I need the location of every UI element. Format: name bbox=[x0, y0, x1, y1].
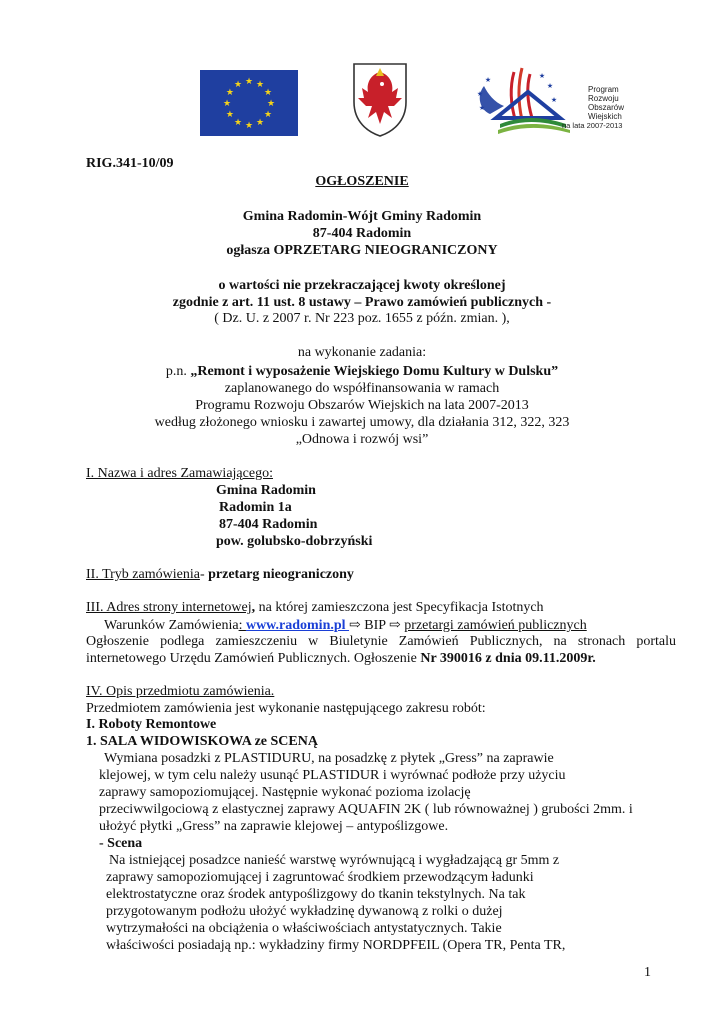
task-pn: p.n. bbox=[165, 364, 191, 379]
arrow-icon: ⇨ bbox=[349, 618, 365, 633]
star-icon: ★ bbox=[233, 118, 243, 129]
star-icon: ★ bbox=[255, 79, 265, 90]
star-icon: ★ bbox=[233, 79, 243, 90]
svg-text:★: ★ bbox=[476, 90, 484, 98]
section-3-text: Warunków Zamówienia bbox=[104, 618, 239, 633]
section-3-line bbox=[86, 600, 544, 616]
document-title: OGŁOSZENIE bbox=[315, 174, 409, 189]
logo-text-line: Program bbox=[588, 85, 619, 94]
section-3-line bbox=[104, 617, 587, 634]
star-icon: ★ bbox=[264, 110, 273, 120]
paragraph-line: Na istniejącej posadzce nanieść warstwę wyrównującą i wygładzającą gr 5mm z bbox=[109, 853, 560, 868]
section-4-heading: IV. Opis przedmiotu zamówienia. bbox=[86, 684, 275, 699]
paragraph-line: ułożyć płytki „Gress” na zaprawie klejowej – antypoślizgowe. bbox=[99, 819, 449, 834]
section-3-text: na której zamieszczona jest Specyfikacja Istotnych bbox=[255, 600, 544, 615]
svg-text:★: ★ bbox=[484, 76, 492, 84]
section-1-heading: I. Nazwa i adres Zamawiającego: bbox=[86, 466, 273, 481]
star-icon: ★ bbox=[225, 110, 234, 120]
paragraph-line: Wymiana posadzki z PLASTIDURU, na posadzkę z płytek „Gress” na zaprawie bbox=[104, 751, 554, 766]
task-name: „Remont i wyposażenie Wiejskiego Domu Kultury w Dulsku” bbox=[190, 364, 559, 379]
paragraph-line: zaprawy samopoziomującej i zagruntować środkiem przewodzącym ładunki bbox=[106, 870, 534, 885]
section-2-dash: - bbox=[199, 567, 209, 582]
section-3-text: Ogłoszenie podlega zamieszczeniu w Biuletynie Zamówień Publicznych, na stronach portalu bbox=[86, 634, 676, 649]
value-line: ( Dz. U. z 2007 r. Nr 223 poz. 1655 z późn. zmian. ), bbox=[214, 311, 510, 326]
coat-of-arms-logo bbox=[352, 62, 408, 138]
paragraph-line: przygotowanym podłożu ułożyć wykładzinę dywanową z rolki o dużej bbox=[106, 904, 503, 919]
org-line: Gmina Radomin-Wójt Gminy Radomin bbox=[242, 209, 482, 224]
star-icon: ★ bbox=[244, 121, 254, 131]
section-3-line bbox=[86, 651, 596, 667]
bip-label: BIP bbox=[364, 618, 386, 633]
logo-text-line: Wiejskich bbox=[588, 112, 622, 121]
section-3-heading: III. Adres strony internetowej bbox=[86, 600, 252, 615]
star-icon: ★ bbox=[266, 99, 276, 109]
address-line: Radomin 1a bbox=[219, 500, 292, 515]
section-4-intro: Przedmiotem zamówienia jest wykonanie następującego zakresu robót: bbox=[86, 701, 486, 716]
org-line: 87-404 Radomin bbox=[312, 226, 412, 241]
page-number: 1 bbox=[644, 965, 651, 980]
paragraph-line: elektrostatyczne oraz środek antypoślizgowy do tkanin tekstylnych. Na tak bbox=[106, 887, 526, 902]
star-icon: ★ bbox=[222, 99, 232, 109]
task-line: „Odnowa i rozwój wsi” bbox=[295, 432, 429, 447]
logo-text-line: na lata 2007-2013 bbox=[562, 121, 623, 130]
section-2-line bbox=[86, 567, 354, 583]
section-3-comma: , bbox=[251, 600, 256, 615]
svg-text:★: ★ bbox=[478, 104, 486, 112]
paragraph-line: właściwości posiadają np.: wykładziny firmy NORDPFEIL (Opera TR, Penta TR, bbox=[106, 938, 566, 953]
website-link[interactable]: www.radomin.pl bbox=[245, 618, 350, 633]
star-icon: ★ bbox=[244, 77, 254, 87]
svg-text:★: ★ bbox=[546, 82, 554, 90]
paragraph-line: wytrzymałości na obciążenia o właściwościach antystatycznych. Takie bbox=[106, 921, 502, 936]
svg-text:★: ★ bbox=[538, 72, 546, 80]
star-icon: ★ bbox=[264, 88, 273, 98]
value-line: o wartości nie przekraczającej kwoty określonej bbox=[218, 278, 506, 293]
subsection-heading: I. Roboty Remontowe bbox=[86, 717, 217, 732]
star-icon: ★ bbox=[225, 88, 234, 98]
subsection-heading: 1. SALA WIDOWISKOWA ze SCENĄ bbox=[86, 734, 318, 749]
task-line: według złożonego wniosku i zawartej umowy, dla działania 312, 322, 323 bbox=[154, 415, 570, 430]
eu-flag-logo bbox=[200, 70, 298, 136]
task-name-line bbox=[0, 364, 724, 380]
section-2-heading: II. Tryb zamówienia bbox=[86, 567, 200, 582]
svg-text:★: ★ bbox=[550, 96, 558, 104]
announcement-number: Nr 390016 z dnia 09.11.2009r. bbox=[420, 651, 596, 666]
scena-heading: - Scena bbox=[99, 836, 143, 851]
value-line: zgodnie z art. 11 ust. 8 ustawy – Prawo zamówień publicznych - bbox=[172, 295, 552, 310]
section-3-text: internetowego Urzędu Zamówień Publicznych. Ogłoszenie bbox=[86, 651, 421, 666]
org-line: ogłasza OPRZETARG NIEOGRANICZONY bbox=[226, 243, 498, 258]
section-3-text: przetargi zamówień publicznych bbox=[404, 618, 587, 633]
reference-number: RIG.341-10/09 bbox=[86, 156, 174, 171]
section-2-value: przetarg nieograniczony bbox=[208, 567, 354, 582]
paragraph-line: zaprawy samopoziomującej. Następnie wykonać pozioma izolację bbox=[99, 785, 471, 800]
address-line: Gmina Radomin bbox=[216, 483, 316, 498]
address-line: pow. golubsko-dobrzyński bbox=[216, 534, 373, 549]
paragraph-line: klejowej, w tym celu należy usunąć PLASTIDUR i wyrównać podłoże przy użyciu bbox=[99, 768, 566, 783]
paragraph-line: przeciwwilgociową z elastycznej zaprawy AQUAFIN 2K ( lub równoważnej ) grubości 2mm. i bbox=[99, 802, 633, 817]
prow-program-logo bbox=[470, 62, 636, 138]
section-3-sep: : bbox=[238, 618, 246, 633]
arrow-icon: ⇨ bbox=[385, 618, 405, 633]
logo-text-line: Rozwoju bbox=[588, 94, 619, 103]
task-intro: na wykonanie zadania: bbox=[297, 345, 427, 360]
address-line: 87-404 Radomin bbox=[219, 517, 318, 532]
star-icon: ★ bbox=[255, 118, 265, 129]
logo-text-line: Obszarów bbox=[588, 103, 625, 112]
task-line: zaplanowanego do współfinansowania w ramach bbox=[224, 381, 500, 396]
task-line: Programu Rozwoju Obszarów Wiejskich na lata 2007-2013 bbox=[195, 398, 529, 413]
